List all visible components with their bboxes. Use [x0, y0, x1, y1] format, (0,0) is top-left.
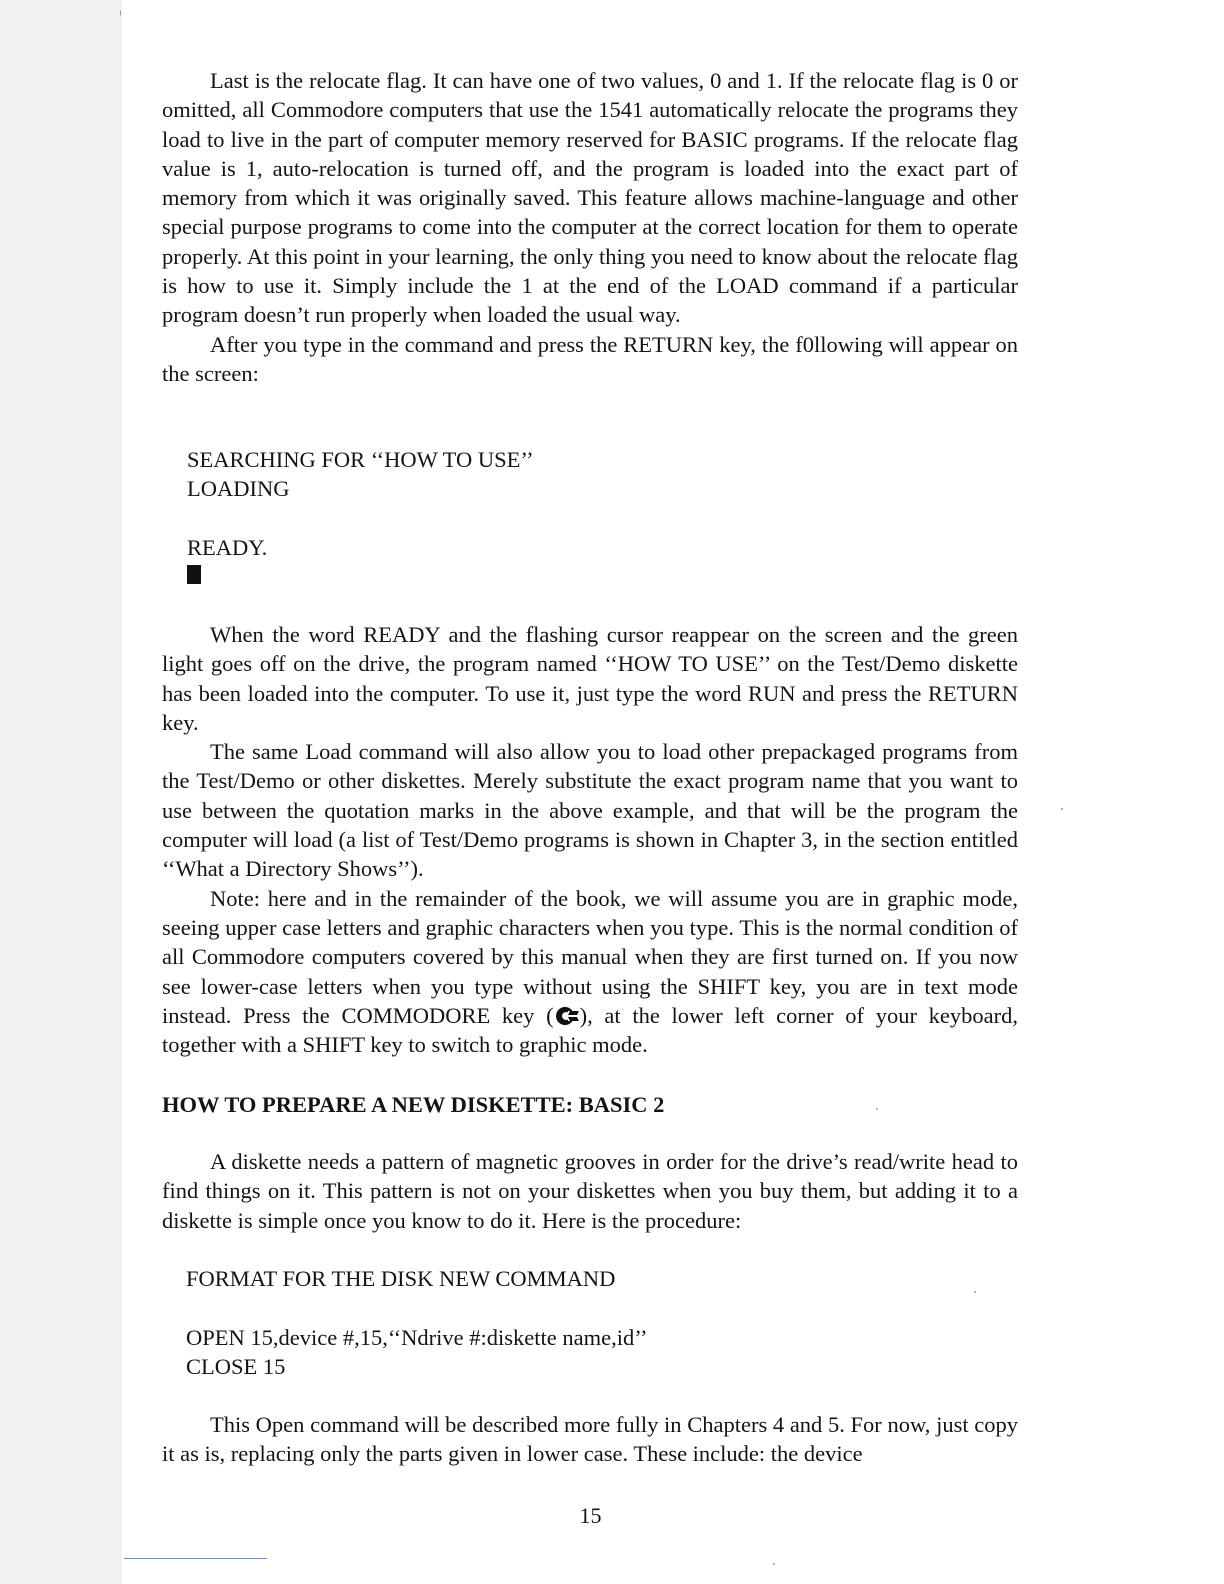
commodore-logo-icon: [556, 1006, 578, 1026]
scan-speck: [1061, 808, 1063, 810]
screen-output-example: [187, 445, 534, 562]
note-tail-after: ), at the lower left corner of your keyboard, together with a SHIFT key to switch to graphic mode.: [162, 1002, 1018, 1058]
format-block: [186, 1264, 648, 1381]
page-number: 15: [579, 1503, 602, 1528]
scan-speck: [773, 1563, 775, 1565]
screen-line-searching: SEARCHING FOR ‘‘HOW TO USE’’: [187, 447, 534, 472]
paragraph-open-command: This Open command will be described more fully in Chapters 4 and 5. For now, just copy it as is, replacing only the parts given in lower case. These include: the device: [162, 1412, 1018, 1467]
format-line-close: CLOSE 15: [186, 1353, 286, 1379]
section-heading: HOW TO PREPARE A NEW DISKETTE: BASIC 2: [162, 1092, 665, 1117]
format-title: FORMAT FOR THE DISK NEW COMMAND: [186, 1266, 616, 1291]
scan-artifact-line: [124, 1558, 267, 1559]
body-text-bottom: [162, 1410, 1018, 1469]
note-tail-before: Press the COMMODORE key (: [243, 1002, 554, 1028]
paragraph-relocate-flag: Last is the relocate flag. It can have one of two values, 0 and 1. If the relocate flag is 0 or omitted, all Commodore computers that use the 1541 automatically relocate the programs they load to live in the part of computer memory reserved for BASIC programs. If the relocate flag value is 1, auto-relocation is turned off, and the program is loaded into the exact part of memory from which it was originally saved. This feature allows machine-language and other special purpose programs to come into the computer at the correct location for them to operate properly. At this point in your learning, the only thing you need to know about the relocate flag is how to use it. Simply include the 1 at the end of the LOAD command if a particular program doesn’t run properly when loaded the usual way.: [162, 68, 1018, 328]
scan-speck: [876, 1108, 878, 1110]
screen-line-ready: READY.: [187, 534, 268, 560]
cursor-block-icon: [187, 565, 201, 584]
paragraph-after-type: After you type in the command and press the RETURN key, the f0llowing will appear on the screen:: [162, 331, 1018, 386]
screen-line-loading: LOADING: [187, 476, 290, 502]
scan-speck: [120, 10, 121, 16]
note-text: Note: here and in the remainder of the book, we will assume you are in graphic mode, seeing upper case letters and graphic characters when you type. This is the normal condition of all Commodore computers covered by this manual when they are first turned on. If you now see lower-case letters when you type without using the SHIFT key, you are in text mode instead.: [162, 885, 1018, 1028]
paragraph-diskette-pattern: A diskette needs a pattern of magnetic grooves in order for the drive’s read/write head to find things on it. This pattern is not on your diskettes when you buy them, but adding it to a diskette is simple once you know to do it. Here is the procedure:: [162, 1149, 1018, 1233]
paragraph-note: [162, 884, 1018, 1060]
paragraph-ready: When the word READY and the flashing cursor reappear on the screen and the green light goes off on the drive, the program named ‘‘HOW TO USE’’ on the Test/Demo diskette has been loaded into the computer. To use it, just type the word RUN and press the RETURN key.: [162, 622, 1018, 735]
scan-margin: [0, 0, 122, 1584]
paragraph-load-other: The same Load command will also allow you to load other prepackaged programs from the Test/Demo or other diskettes. Merely substitute the exact program name that you want to use between the quotation marks in the above example, and that will be the program the computer will load (a list of Test/Demo programs is shown in Chapter 3, in the section entitled ‘‘What a Directory Shows’’).: [162, 739, 1018, 882]
format-line-open: OPEN 15,device #,15,‘‘Ndrive #:diskette name,id’’: [186, 1324, 648, 1350]
scan-speck: [974, 1291, 976, 1293]
body-text-top: [162, 66, 1018, 388]
body-text-middle: [162, 620, 1018, 1059]
body-text-diskette: [162, 1147, 1018, 1235]
